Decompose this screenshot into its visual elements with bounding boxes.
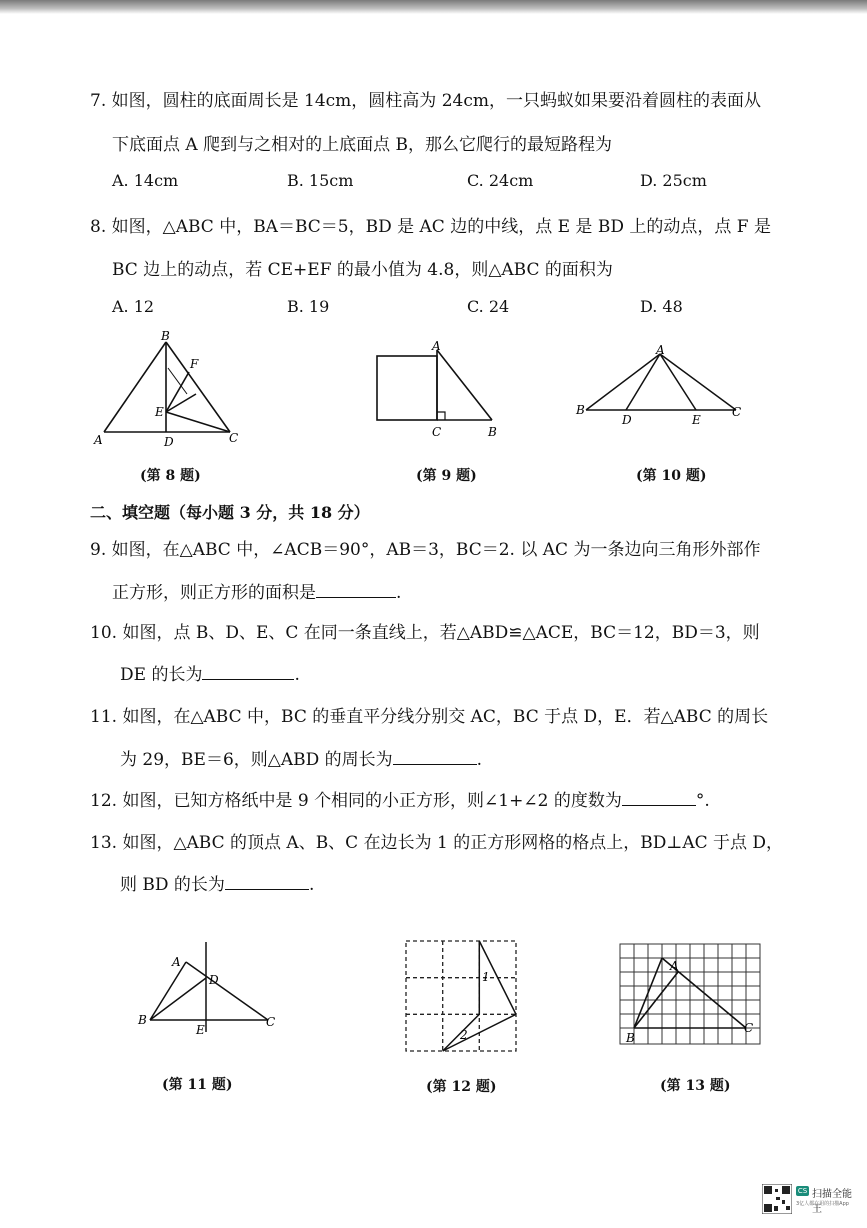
q8-option-c: C. 24 — [467, 297, 510, 316]
fig9-label-b: B — [488, 425, 497, 439]
fig8-label-f: F — [190, 357, 199, 371]
fig10-label-d: D — [622, 413, 632, 427]
q7-option-a: A. 14cm — [112, 171, 179, 190]
q10-line2-end: . — [294, 665, 300, 685]
qr-code-icon — [762, 1184, 792, 1214]
fig9-label-c: C — [432, 425, 442, 439]
scanner-tagline: 3亿人都在用的扫描App — [796, 1201, 849, 1207]
fig8-label-b: B — [161, 329, 170, 343]
q7-line1: 7. 如图，圆柱的底面周长是 14cm，圆柱高为 24cm，一只蚂蚁如果要沿着圆柱的表面从 — [90, 91, 761, 111]
fig10-label-c: C — [732, 405, 742, 419]
figure-8 — [92, 328, 252, 450]
fig13-label-c: C — [744, 1021, 754, 1035]
q7-option-b: B. 15cm — [287, 171, 354, 190]
q8-line2: BC 边上的动点，若 CE+EF 的最小值为 4.8，则△ABC 的面积为 — [112, 260, 613, 280]
caption-fig11: (第 11 题) — [162, 1077, 233, 1093]
scanner-brand: 扫描全能王 — [812, 1189, 852, 1215]
q12-line1-end: °. — [695, 791, 710, 811]
q9-line2 — [112, 578, 401, 603]
fig9-label-a: A — [432, 339, 441, 353]
figure-9 — [370, 336, 510, 444]
camscanner-badge-icon: CS — [797, 1187, 808, 1195]
q8-line1: 8. 如图，△ABC 中，BA＝BC＝5，BD 是 AC 边的中线，点 E 是 BD 上的动点，点 F 是 — [90, 217, 771, 237]
fig13-label-b: B — [626, 1031, 635, 1045]
q12-answer-blank — [622, 791, 696, 806]
q11-line1: 11. 如图，在△ABC 中，BC 的垂直平分线分别交 AC，BC 于点 D，E．若△ABC 的周长 — [90, 707, 769, 727]
caption-fig10: (第 10 题) — [636, 468, 707, 484]
q9-answer-blank — [316, 583, 396, 598]
fig10-label-b: B — [576, 403, 585, 417]
q11-line2-end: . — [476, 750, 483, 770]
caption-fig12: (第 12 题) — [426, 1079, 497, 1095]
scanner-watermark — [760, 1178, 860, 1218]
q8-option-d: D. 48 — [640, 297, 683, 316]
fig10-label-a: A — [656, 343, 665, 357]
fig11-label-e: E — [196, 1023, 205, 1037]
fig11-label-b: B — [138, 1013, 147, 1027]
q11-answer-blank — [393, 750, 477, 765]
q11-line2 — [120, 745, 482, 770]
q13-line2-text: 则 BD 的长为 — [120, 875, 225, 895]
caption-fig8: (第 8 题) — [140, 468, 201, 484]
fig8-label-d: D — [164, 435, 174, 449]
fig8-label-a: A — [94, 433, 103, 447]
q10-line1: 10. 如图，点 B、D、E、C 在同一条直线上，若△ABD≌△ACE，BC＝12，BD＝3，则 — [90, 623, 760, 643]
q11-line2-text: 为 29，BE＝6，则△ABD 的周长为 — [120, 750, 393, 770]
q10-line2-text: DE 的长为 — [120, 665, 203, 685]
q12-line1 — [90, 786, 710, 811]
q9-line2-end: . — [396, 583, 402, 603]
q13-line2 — [120, 870, 314, 895]
scan-top-edge — [0, 0, 867, 14]
figure-13 — [616, 940, 766, 1052]
q13-line1: 13. 如图，△ABC 的顶点 A、B、C 在边长为 1 的正方形网格的格点上，BD⊥AC 于点 D， — [90, 833, 784, 853]
figure-11 — [130, 940, 280, 1040]
fig8-label-e: E — [155, 405, 164, 419]
fig11-label-c: C — [266, 1015, 276, 1029]
figure-10 — [572, 340, 752, 432]
q13-line2-end: . — [308, 875, 315, 895]
q13-answer-blank — [225, 875, 309, 890]
q12-line1-text: 12. 如图，已知方格纸中是 9 个相同的小正方形，则∠1+∠2 的度数为 — [90, 791, 622, 811]
q9-line1: 9. 如图，在△ABC 中，∠ACB＝90°，AB＝3，BC＝2. 以 AC 为一条边向三角形外部作 — [90, 540, 761, 560]
caption-fig9: (第 9 题) — [416, 468, 477, 484]
fig13-label-a: A — [670, 959, 679, 973]
q7-option-c: C. 24cm — [467, 171, 534, 190]
q7-option-d: D. 25cm — [640, 171, 707, 190]
fig11-label-a: A — [172, 955, 181, 969]
fig12-label-2: 2 — [460, 1028, 468, 1042]
caption-fig13: (第 13 题) — [660, 1078, 731, 1094]
q9-line2-text: 正方形，则正方形的面积是 — [112, 583, 316, 603]
q8-option-a: A. 12 — [112, 297, 155, 316]
q10-answer-blank — [202, 665, 294, 680]
q10-line2 — [120, 660, 300, 685]
fig12-label-1: 1 — [482, 970, 490, 984]
figure-12 — [400, 935, 524, 1059]
fig8-label-c: C — [229, 431, 239, 445]
section-2-heading: 二、填空题（每小题 3 分，共 18 分） — [90, 503, 370, 522]
q8-option-b: B. 19 — [287, 297, 330, 316]
fig10-label-e: E — [692, 413, 701, 427]
fig11-label-d: D — [209, 973, 219, 987]
q7-line2: 下底面点 A 爬到与之相对的上底面点 B，那么它爬行的最短路程为 — [112, 135, 612, 155]
